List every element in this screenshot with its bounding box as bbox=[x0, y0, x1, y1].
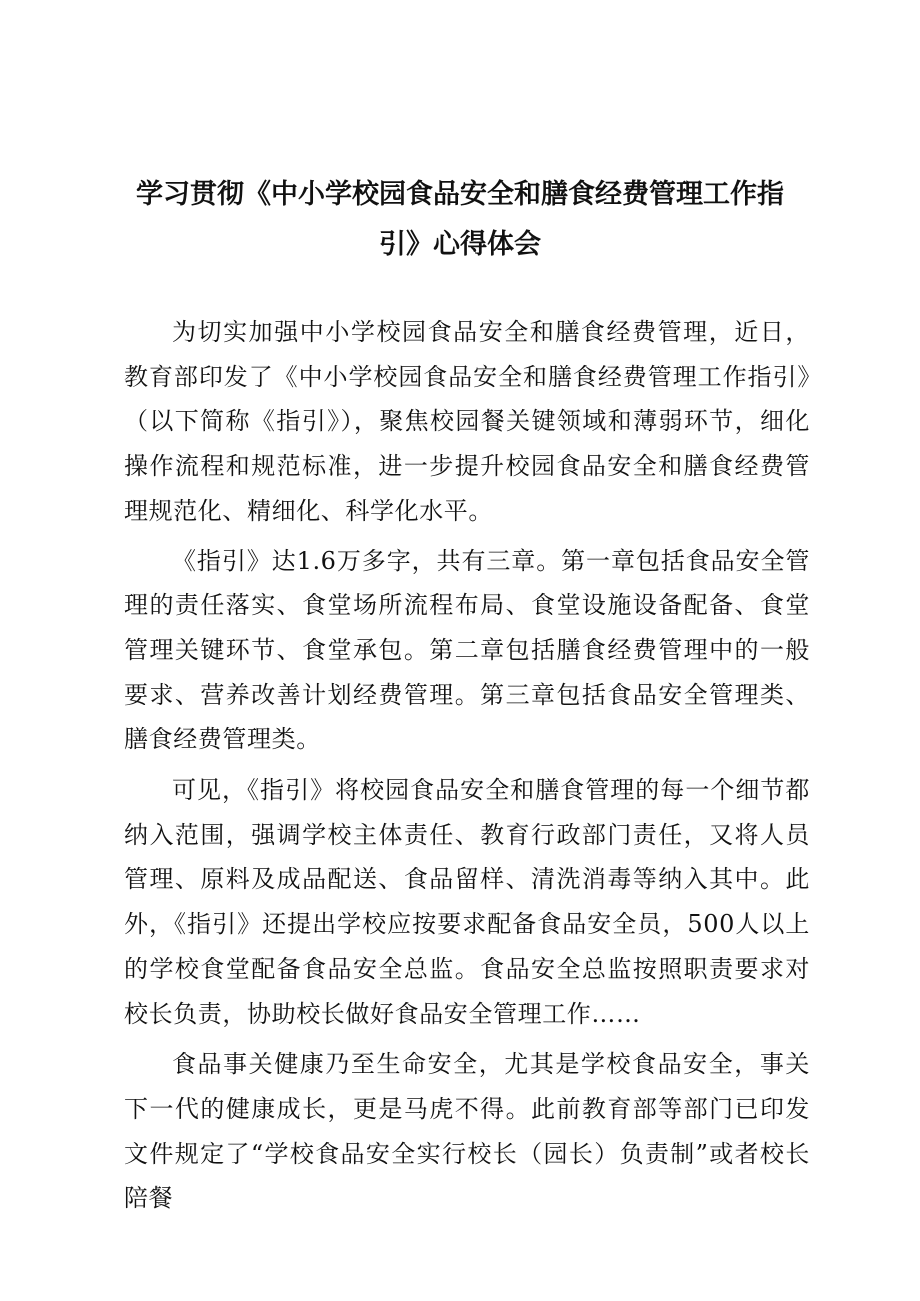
paragraph-4: 食品事关健康乃至生命安全，尤其是学校食品安全，事关下一代的健康成长，更是马虎不得。此前教育部等部门已印发文件规定了“学校食品安全实行校长（园长）负责制”或者校长陪餐 bbox=[124, 1050, 810, 1213]
paragraph-2: 《指引》达1.6万多字，共有三章。第一章包括食品安全管理的责任落实、食堂场所流程布局、食堂设施设备配备、食堂管理关键环节、食堂承包。第二章包括膳食经费管理中的一般要求、营养改善计划经费管理。第三章包括食品安全管理类、膳食经费管理类。 bbox=[124, 546, 810, 754]
title-line-2: 引》心得体会 bbox=[379, 229, 541, 260]
paragraph-3: 可见，《指引》将校园食品安全和膳食管理的每一个细节都纳入范围，强调学校主体责任、教育行政部门责任，又将人员管理、原料及成品配送、食品留样、清洗消毒等纳入其中。此外，《指引》还提出学校应按要求配备食品安全员，500人以上的学校食堂配备食品安全总监。食品安全总监按照职责要求对校长负责，协助校长做好食品安全管理工作…… bbox=[124, 776, 810, 1028]
document-body bbox=[124, 310, 810, 1221]
title-line-1: 学习贯彻《中小学校园食品安全和膳食经费管理工作指 bbox=[136, 179, 784, 210]
paragraph-1: 为切实加强中小学校园食品安全和膳食经费管理，近日，教育部印发了《中小学校园食品安全和膳食经费管理工作指引》（以下简称《指引》），聚焦校园餐关键领域和薄弱环节，细化操作流程和规范标准，进一步提升校园食品安全和膳食经费管理规范化、精细化、科学化水平。 bbox=[124, 318, 810, 525]
document-title bbox=[110, 170, 810, 270]
